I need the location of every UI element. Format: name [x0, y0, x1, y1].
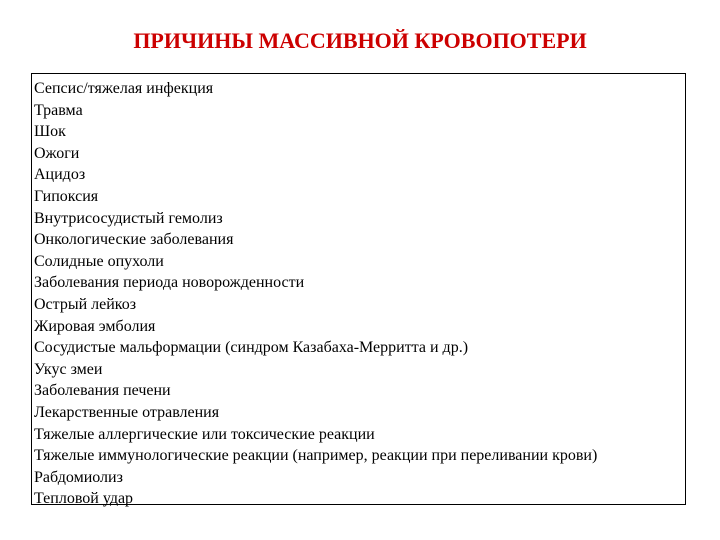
cause-item: Сепсис/тяжелая инфекция [34, 80, 214, 97]
cause-item: Онкологические заболевания [34, 231, 234, 249]
cause-item: Солидные опухоли [34, 252, 164, 270]
causes-box [31, 73, 686, 508]
cause-item: Тяжелые аллергические или токсические реакции [34, 425, 375, 443]
cause-item: Тяжелые иммунологические реакции (например, реакции при переливании крови) [34, 447, 598, 465]
cause-item: Тепловой удар [34, 490, 134, 508]
cause-item: Гипоксия [34, 187, 99, 205]
cause-item: Внутрисосудистый гемолиз [34, 209, 223, 227]
cause-item: Ожоги [34, 144, 80, 162]
cause-item: Заболевания периода новорожденности [34, 274, 305, 292]
cause-item: Укус змеи [34, 360, 103, 378]
cause-item: Жировая эмболия [34, 317, 156, 335]
causes-list [34, 78, 685, 510]
cause-item: Сосудистые мальформации (синдром Казабаха-Мерритта и др.) [34, 339, 469, 357]
cause-item: Рабдомиолиз [34, 468, 123, 486]
slide-title: ПРИЧИНЫ МАССИВНОЙ КРОВОПОТЕРИ [133, 28, 587, 53]
cause-item: Ацидоз [34, 166, 86, 184]
cause-item: Лекарственные отравления [34, 403, 220, 421]
cause-item: Травма [34, 101, 83, 119]
cause-item: Шок [34, 123, 66, 141]
cause-item: Заболевания печени [34, 382, 171, 400]
cause-item: Острый лейкоз [34, 295, 137, 313]
